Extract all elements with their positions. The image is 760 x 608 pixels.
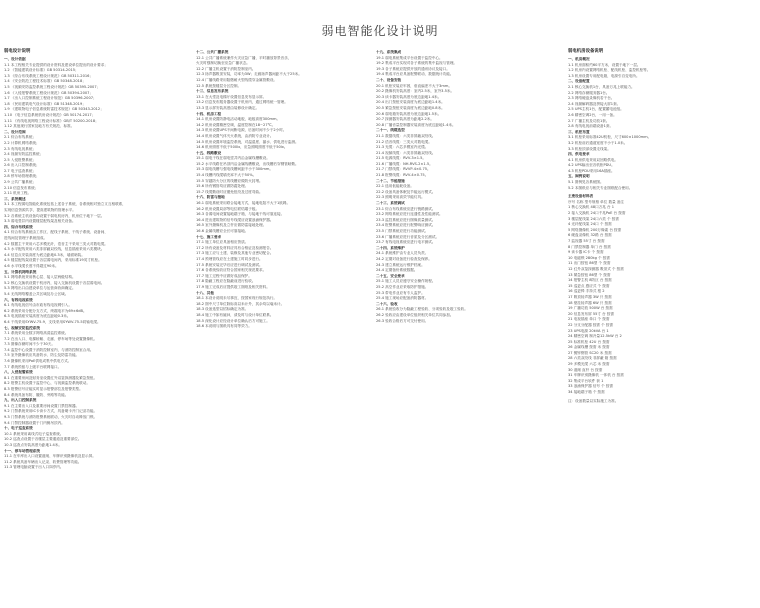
text-line: 1.2 机房内设置网络机柜、配线机柜、监控机柜等。 <box>568 68 651 73</box>
text-line: 1.7 《出入口控制系统工程设计规范》GB 50396-2007； <box>4 96 97 101</box>
text-line: 8.1 在重要房间及财务室设置红外双鉴探测器及紧急按钮。 <box>4 375 98 380</box>
text-line: 2.8 停车场管理系统； <box>4 174 40 179</box>
text-line: 17.1 施工单位应具备相应资质。 <box>196 240 249 245</box>
text-line: 十四、机房工程 <box>196 111 222 116</box>
text-line: 实现信息资源共享，提高建筑物的管理水平。 <box>4 208 76 213</box>
text-line: 2.7 电子巡查系统； <box>4 168 37 173</box>
text-line: 2.11 机房工程。 <box>4 191 32 196</box>
text-line: 四、供电要求 <box>568 152 590 157</box>
text-column-3 <box>376 48 548 598</box>
text-line: 序号 名称 型号规格 单位 数量 备注 <box>568 199 625 204</box>
text-line: 17.7 施工过程中应做好成品保护。 <box>196 273 252 278</box>
text-line: 7 监视器 55寸 台 按需 <box>568 239 605 243</box>
text-line: 5.4 无线网络覆盖公共区域及办公区域。 <box>4 291 69 296</box>
text-line: 4.3 水平配线采用六类非屏蔽双绞线，信息插座采用六类模块。 <box>4 247 105 252</box>
text-line: 21.4 视频线缆：六类非屏蔽双绞线。 <box>376 150 436 155</box>
text-line: 1.11 《有线电视网络工程设计标准》GB/T 50200-2018； <box>4 118 99 123</box>
text-line: 2.4 视频安防监控系统； <box>4 152 44 157</box>
text-line: 3.2 各系统主机设备均设置于弱电机房内，机房位于地下一层。 <box>4 213 105 218</box>
text-line: 6.1 有线电视信号由市政有线电视网引入。 <box>4 303 72 308</box>
text-line: 三、系统概述 <box>4 196 26 201</box>
text-line: 9.3 门禁系统与消防报警系统联动，火灾时自动释放门锁。 <box>4 415 98 419</box>
text-line: 十九、系统集成 <box>376 50 402 54</box>
text-column-1 <box>4 48 186 598</box>
column-heading: 弱电设计说明 <box>4 49 31 54</box>
text-line: 19 广播功放 500W 台 按需 <box>568 306 613 311</box>
text-line: 16.6 金属线槽应全长可靠接地。 <box>196 229 249 233</box>
text-line: 15.5 穿越防火分区的线槽应做防火封堵。 <box>196 178 263 183</box>
text-line: 14 报警主机 8防区 台 按需 <box>568 278 612 283</box>
text-line: 16.5 室外摄像机及立杆应做防雷接地处理。 <box>196 223 267 228</box>
text-line: 31 车牌识别摄像机 一体机 台 按需 <box>568 373 624 378</box>
text-line: 14.4 机房设置气体灭火系统，由消防专业设计。 <box>196 133 274 138</box>
text-line: 6.3 电视插座安装高度为底边距地0.3米。 <box>4 314 71 319</box>
text-line: 14.3 机房设置UPS不间断电源，后备时间不少于2小时。 <box>196 128 287 133</box>
text-line: 17.8 隐蔽工程应在隐蔽前进行验收。 <box>196 279 256 284</box>
text-line: 25.3 带电作业应有专人监护。 <box>376 290 425 295</box>
text-line: 五、计算机网络系统 <box>4 269 37 274</box>
text-line: 7.2 在出入口、电梯轿厢、走廊、停车场等处设置摄像机。 <box>4 336 98 341</box>
text-line: 8.3 报警信号应能实时显示报警部位及报警类型。 <box>4 387 83 392</box>
text-line: 2.7 广播主机及功放1套。 <box>568 118 610 123</box>
text-line: 17.4 预埋管线应在土建施工时同步进行。 <box>196 256 263 261</box>
column-heading: 弱电机房设备说明 <box>568 49 604 54</box>
text-line: 11.3 管理电脑设置于出入口岗亭内。 <box>4 465 64 470</box>
text-line: 10.2 巡查点设置于各楼层主要通道及重要部位。 <box>4 437 82 442</box>
text-line: 二十三、系统调试 <box>376 201 405 206</box>
text-line: 2.2 计算机网络系统； <box>4 140 40 145</box>
text-line: 25 标准机柜 42U 台 按需 <box>568 339 610 344</box>
text-line: 9.1 在主要出入口及重要房间设置门禁控制器。 <box>4 403 80 408</box>
text-line: 2.10 信息发布系统； <box>4 185 39 190</box>
text-line: 15.3 弱电线槽与强电线槽间距不小于300mm。 <box>196 167 273 172</box>
text-line: 4.6 水平线缆长度不得超过90米。 <box>4 263 59 268</box>
text-line: 1.3 《综合布线系统工程设计规范》GB 50311-2016； <box>4 73 94 78</box>
text-line: 1.6 《入侵报警系统工程设计规范》GB 50394-2007； <box>4 90 94 95</box>
text-line: 4.1 综合布线系统由工作区、配线子系统、干线子系统、设备间、 <box>4 230 108 235</box>
text-line: 二十二、节能措施 <box>376 178 405 183</box>
text-line: 19.3 各子系统应提供开放的通讯协议及接口。 <box>376 66 450 71</box>
text-line: 11.2 系统具备车辆出入记录、收费管理等功能。 <box>4 459 82 464</box>
document-title: 弱电智能化设计说明 <box>321 24 439 38</box>
text-line: 5 网络摄像机 200万像素 台 按需 <box>568 227 622 232</box>
text-line: 21.6 广播线缆：NH-RVS-2×1.5。 <box>376 161 433 166</box>
text-line: 4.2 UPS输出至各机柜PDU。 <box>568 163 615 168</box>
text-line: 18.4 施工中如有疑问，请及时与设计单位联系。 <box>196 312 274 317</box>
text-line: 16 巡更棒 手持式 根 2 <box>568 289 605 294</box>
text-line: 20.1 机柜安装应牢固，垂直偏差不大于3mm。 <box>376 83 452 88</box>
text-line: 1.1 本工程相关专业提供的设计资料及建设单位提出的设计要求； <box>4 62 108 67</box>
text-line: 30 道闸 直杆 台 按需 <box>568 367 603 372</box>
text-line: 24.1 系统维护由专业人员负责。 <box>376 251 429 256</box>
text-line: 十五、线路敷设 <box>196 150 222 155</box>
text-line: 17.2 所有设备及材料应具有合格证及检测报告。 <box>196 245 274 250</box>
text-line: 3 楼层配线架 24口六类 个 按需 <box>568 216 619 221</box>
text-line: 13 紧急按钮 86型 个 按需 <box>568 272 611 277</box>
text-line: 2.1 核心交换机1台，具备万兆上联能力。 <box>568 84 635 89</box>
text-line: 19.2 集成平台实现对各子系统的集中监视与管理。 <box>376 61 458 66</box>
text-line: 3.1 本工程弱电智能化系统包括上述各子系统，各系统相对独立又互相联系， <box>4 202 126 207</box>
text-line: 12.4 广播线路采用阻燃耐火型线缆穿金属管敷设。 <box>196 77 278 82</box>
text-line: 4.1 机房供电采用双回路供电。 <box>568 157 618 162</box>
text-line: 2.5 入侵报警系统； <box>4 157 37 162</box>
text-line: 23.6 广播系统应进行音质及分区测试。 <box>376 234 440 239</box>
text-line: 1.4 《安全防范工程技术标准》GB 50348-2018； <box>4 79 86 84</box>
text-line: 1.1 机房面积约60平方米，设置于地下一层。 <box>568 62 641 67</box>
text-line: 1.8 《民用建筑电气设计标准》GB 51348-2019； <box>4 101 86 106</box>
text-line: 21.3 光缆：六芯多模室内光缆。 <box>376 145 429 150</box>
text-line: 18 壁挂扬声器 6W 只 按需 <box>568 300 612 305</box>
text-line: 17.6 各系统验收应符合国家相关规范要求。 <box>196 268 267 273</box>
text-line: 26.1 系统验收分为隐蔽工程验收、分项验收及竣工验收。 <box>376 307 468 312</box>
text-line: 二十五、安全要求 <box>376 273 405 278</box>
text-line: 9.4 门禁控制器设置于门内侧吊顶内。 <box>4 420 65 425</box>
text-line: 2 接入交换机 24口千兆PoE 台 按需 <box>568 211 626 216</box>
text-line: 4.5 楼层配线架设置于各层弱电间内，采用标准19英寸机柜。 <box>4 258 102 263</box>
text-line: 二十四、系统维护 <box>376 245 405 250</box>
text-line: 十八、其他 <box>196 290 214 295</box>
text-line: 20.7 探测器安装高度为距地2.2米。 <box>376 117 434 122</box>
text-line: 15.4 线槽内线缆填充率不大于50%。 <box>196 173 257 178</box>
text-line: 14.5 机房设置环境监控系统，对温湿度、漏水、供电进行监测。 <box>196 139 299 144</box>
text-line: 13.3 显示屏安装高度由装修设计确定。 <box>196 105 260 110</box>
text-line: 二十、设备安装 <box>376 77 402 82</box>
text-line: 23.4 报警系统应进行报警响应测试。 <box>376 223 436 228</box>
text-line: 4.4 信息点安装高度为底边距地0.3米，墙面暗装。 <box>4 252 85 257</box>
text-line: 20.2 摄像机安装高度：室内2.5米，室外3.5米。 <box>376 89 455 94</box>
text-line: 19.4 集成平台应具备报警联动、数据统计功能。 <box>376 72 454 77</box>
text-line: 9 读卡器 IC卡 个 按需 <box>568 250 604 255</box>
text-line: 28 六类双绞线 非屏蔽 箱 按需 <box>568 356 617 361</box>
text-line: 16.3 各弱电间设置接地端子箱，与接地干线可靠连接。 <box>196 212 285 217</box>
text-line: 三、机柜布置 <box>568 129 590 134</box>
text-line: 34 接地端子箱 个 按需 <box>568 390 605 395</box>
text-line: 1 核心交换机 48口万兆 台 1 <box>568 205 615 210</box>
text-line: 18.1 本设计说明未尽事宜，按国家现行规范执行。 <box>196 296 278 301</box>
text-line: 18.5 深化设计应经设计单位确认后方可施工。 <box>196 318 270 323</box>
text-line: 22.3 照明采用高效节能灯具。 <box>376 195 425 200</box>
text-line: 21.8 报警线缆：RVV-4×0.75。 <box>376 173 429 178</box>
text-line: 5.1 图例见各系统图。 <box>568 180 604 185</box>
text-line: 12.2 广播主机设置于消防控制室内。 <box>196 66 256 71</box>
text-line: 23.1 综合布线系统应进行链路测试。 <box>376 206 436 211</box>
text-line: 火灾时强制切换至应急广播状态。 <box>196 61 250 66</box>
text-line: 1.10 《电子信息系统机房设计规范》GB 50174-2017； <box>4 112 96 117</box>
text-line: 16.2 机房设置局部等电位联结端子板。 <box>196 206 260 211</box>
text-line: 9.2 门禁系统采用IC卡读卡方式，具备刷卡开门记录功能。 <box>4 409 98 414</box>
text-column-2 <box>196 48 370 598</box>
text-line: 17 吸顶扬声器 3W 只 按需 <box>568 294 612 299</box>
text-line: 23.5 门禁系统应进行功能测试。 <box>376 229 429 233</box>
text-line: 1.3 机房设置专用配电箱，电源引自变电所。 <box>568 73 640 78</box>
text-line: 24.2 定期对设备进行检查及保养。 <box>376 256 432 261</box>
text-line: 注：设备数量以实际施工为准。 <box>568 398 619 403</box>
text-line: 12.5 系统按楼层分区控制。 <box>196 83 242 88</box>
text-line: 22.1 选用低能耗设备。 <box>376 184 414 189</box>
text-line: 23.3 监控系统应进行图像质量测试。 <box>376 217 436 222</box>
text-line: 26.3 验收合格后方可交付使用。 <box>376 318 429 323</box>
text-line: 15.2 水平线路在吊顶内沿金属线槽敷设，出线槽后穿钢管暗敷。 <box>196 161 299 166</box>
text-line: 20.4 出门按钮安装高度为底边距地1.4米。 <box>376 100 445 105</box>
text-line: 十七、施工要求 <box>196 234 222 239</box>
text-line: 十三、信息发布系统 <box>196 89 229 94</box>
text-line: 4.2 数据主干采用六芯多模光纤，语音主干采用三类大对数电缆。 <box>4 241 108 246</box>
text-line: 23 UPS电源 20kVA 台 1 <box>568 328 609 333</box>
text-line: 九、出入口控制系统 <box>4 398 37 403</box>
text-line: 26.2 验收应由建设单位组织相关单位共同参加。 <box>376 312 454 317</box>
text-line: 5.1 网络系统采用核心层、接入层两级结构。 <box>4 275 76 280</box>
text-line: 2.6 精密空调2台，一用一备。 <box>568 112 617 117</box>
text-line: 十一、停车场管理系统 <box>4 448 40 453</box>
text-line: 14.6 机房照度不低于500lx，应急照明照度不低于50lx。 <box>196 145 288 150</box>
text-line: 主要设备材料表 <box>568 194 594 199</box>
text-line: 27 镀锌钢管 SC20 米 按需 <box>568 350 612 355</box>
text-line: 二十六、验收 <box>376 301 398 306</box>
text-line: 15.7 线缆敷设时应避免扭绞及过度弯曲。 <box>196 189 263 194</box>
text-line: 6.4 干线采用SYWV-75-9，支线采用SYWV-75-5同轴电缆。 <box>4 319 101 324</box>
text-line: 25.4 施工现场应配备消防器材。 <box>376 296 429 301</box>
text-line: 15.1 弱电干线在弱电竖井内沿金属线槽敷设。 <box>196 156 270 161</box>
text-line: 8.4 系统具备布防、撤防、旁路等功能。 <box>4 392 69 397</box>
text-line: 19.1 弱电系统集成平台设置于监控中心。 <box>376 55 443 60</box>
text-line: 17.3 施工应与土建、装修及其他专业密切配合。 <box>196 251 274 256</box>
text-line: 8 门禁控制器 单门 台 按需 <box>568 244 611 249</box>
text-line: 16.1 弱电系统采用联合接地方式，接地电阻不大于1欧姆。 <box>196 201 291 206</box>
text-line: 17.5 系统安装完毕后应进行调试及测试。 <box>196 262 263 267</box>
text-line: 2.3 网络硬盘录像机若干台。 <box>568 96 615 101</box>
text-line: 25.2 高空作业应采取防护措施。 <box>376 284 429 289</box>
text-line: 2.3 有线电视系统； <box>4 146 37 151</box>
text-line: 1.2 《智能建筑设计标准》GB 50314-2015； <box>4 68 79 73</box>
text-line: 一、机房概况 <box>568 57 590 61</box>
text-line: 24.4 定期备份系统数据。 <box>376 268 418 273</box>
text-line: 十二、公共广播系统 <box>196 50 229 54</box>
text-line: 17.9 施工完成后应提供竣工图纸及相关资料。 <box>196 284 270 289</box>
text-line: 七、视频安防监控系统 <box>4 325 40 330</box>
text-line: 24 精密空调 制冷量12.5kW 台 2 <box>568 334 622 339</box>
text-line: 5.2 本图纸应与相关专业图纸配合使用。 <box>568 185 633 190</box>
text-line: 7.6 摄像机采用PoE供电或集中供电方式。 <box>4 359 72 364</box>
text-line: 1.12 其他现行国家及地方有关规范、标准。 <box>4 124 75 129</box>
text-line: 18.3 设备选型以招标确定为准。 <box>196 307 249 312</box>
text-line: 21.7 门禁线缆：RVVP-4×0.75。 <box>376 167 431 172</box>
text-line: 进线间及管理子系统组成。 <box>4 236 48 240</box>
text-line: 六、有线电视系统 <box>4 297 33 302</box>
text-line: 十、电子巡查系统 <box>4 426 33 431</box>
text-line: 13.1 在大堂及电梯厅设置信息发布显示屏。 <box>196 94 267 99</box>
text-line: 21.5 电源线缆：RVV-3×1.5。 <box>376 156 427 161</box>
text-line: 八、入侵报警系统 <box>4 370 33 375</box>
text-line: 2.5 UPS主机1台，配置蓄电池组。 <box>568 107 624 112</box>
text-line: 10.3 巡查点安装高度为距地1.4米。 <box>4 442 62 447</box>
text-line: 15 巡更点 感应式 个 按需 <box>568 283 610 288</box>
text-line: 3.3 弱电竖井内设置楼层配线架及相关设备。 <box>4 219 76 224</box>
text-line: 13.2 信息发布服务器设置于机房内，通过网络统一管理。 <box>196 100 288 105</box>
text-line: 26 金属线槽 按需 米 按需 <box>568 345 610 350</box>
text-line: 12.1 公共广播系统兼作火灾应急广播，平时播放背景音乐， <box>196 55 292 60</box>
text-line: 12 红外双鉴探测器 吸顶式 个 按需 <box>568 266 624 271</box>
text-line: 18.2 图中尺寸单位除标高以米计外，其余均以毫米计。 <box>196 301 285 306</box>
text-line: 2.2 网络存储服务器1台。 <box>568 90 610 95</box>
text-line: 3.1 机柜采用标准42U机柜，尺寸600×1000mm。 <box>568 135 652 140</box>
text-line: 4.3 机柜PDU采用16A插座。 <box>568 168 615 173</box>
text-line: 20.6 弱电箱安装高度为底边距地1.5米。 <box>376 111 442 116</box>
text-line: 21.1 数据线缆：六类非屏蔽双绞线。 <box>376 133 436 138</box>
text-line: 一、设计依据 <box>4 57 26 61</box>
text-line: 22.2 设备具备休眠及节能运行模式。 <box>376 189 436 194</box>
text-line: 四、综合布线系统 <box>4 224 33 229</box>
text-line: 20.8 广播音量控制器安装高度为底边距地1.4米。 <box>376 122 456 127</box>
text-line: 2.4 视频解码器及拼接大屏1套。 <box>568 101 621 106</box>
text-line: 20.3 读卡器安装高度为底边距地1.4米。 <box>376 94 442 99</box>
text-line: 2.8 有线电视前端设备1套。 <box>568 124 614 129</box>
text-line: 3.2 机柜前后通道宽度不小于1.0米。 <box>568 140 628 145</box>
text-line: 29 多模光缆 六芯 米 按需 <box>568 362 610 367</box>
text-line: 7.5 室外摄像机应具备防水、防尘及防雷功能。 <box>4 353 80 358</box>
text-line: 二、设备配置 <box>568 79 590 84</box>
text-line: 7.4 监控中心设置于消防控制室内，与消防控制室合用。 <box>4 347 94 352</box>
text-line: 25.1 施工人员应遵守安全操作规程。 <box>376 279 436 284</box>
text-line: 2.9 公共广播系统； <box>4 180 37 185</box>
text-line: 3.3 机柜顶部设置走线架。 <box>568 146 611 151</box>
text-line: 11.1 在车库出入口设置道闸、车牌识别摄像机及显示屏。 <box>4 454 96 459</box>
text-line: 4 光纤配线架 24口 个 按需 <box>568 222 612 227</box>
text-line: 7.1 系统采用全数字网络高清监控系统。 <box>4 331 69 336</box>
text-line: 2.1 综合布线系统； <box>4 135 37 140</box>
text-line: 23.2 网络系统应进行连通性及性能测试。 <box>376 212 443 217</box>
text-line: 五、图例说明 <box>568 174 590 179</box>
text-line: 12.3 扬声器吸顶安装，功率为3W；走廊扬声器间距不大于25米。 <box>196 72 302 77</box>
text-line: 10.1 系统采用离线式电子巡查系统。 <box>4 431 64 436</box>
text-line: 10 电磁锁 280kg 个 按需 <box>568 255 610 260</box>
text-line: 20.5 紧急按钮安装高度为底边距地0.8米。 <box>376 105 445 110</box>
text-line: 33 浪涌保护器 信号 个 按需 <box>568 384 614 389</box>
text-line: 21 电视插座 单口 个 按需 <box>568 317 610 322</box>
text-line: 21.2 语音线缆：三类大对数电缆。 <box>376 139 432 144</box>
text-line: 22 分支分配器 按需 个 按需 <box>568 322 614 327</box>
text-line: 14.2 机房设置精密空调，温度控制在18~27℃。 <box>196 122 276 127</box>
text-line: 1.9 《建筑物电子信息系统防雷技术规范》GB 50343-2012； <box>4 107 104 112</box>
text-column-4 <box>568 48 748 598</box>
text-line: 11 出门按钮 86型 个 按需 <box>568 261 611 266</box>
text-line: 1.5 《视频安防监控系统工程设计规范》GB 50395-2007； <box>4 84 101 89</box>
text-line: 5.2 核心交换机设置于机房内，接入交换机设置于各层弱电间。 <box>4 280 105 285</box>
text-line: 7.3 图像存储时间不少于30天。 <box>4 342 55 347</box>
text-line: 32 集成平台软件 套 1 <box>568 378 604 383</box>
text-line: 20 信息发布屏 55寸 台 按需 <box>568 311 615 316</box>
text-line: 24.3 建立系统运行维护档案。 <box>376 262 425 267</box>
text-line: 6.2 系统采用分配分支方式，终端电平为69±6dB。 <box>4 308 87 313</box>
text-line: 十六、防雷与接地 <box>196 195 225 200</box>
text-line: 8.2 报警主机设置于监控中心，与视频监控系统联动。 <box>4 381 90 386</box>
text-line: 18.6 本说明与图纸具有同等效力。 <box>196 324 252 329</box>
text-line: 二、设计范围 <box>4 129 26 134</box>
text-line: 15.6 所有钢管均应做防腐处理。 <box>196 184 249 189</box>
text-line: 14.1 机房设置防静电活动地板，地板高度300mm。 <box>196 117 281 122</box>
text-line: 二十一、线缆选型 <box>376 128 405 133</box>
text-line: 16.4 进出建筑物的信号线缆应设置浪涌保护器。 <box>196 217 274 222</box>
text-line: 2.6 出入口控制系统； <box>4 163 40 168</box>
text-line: 6 硬盘录像机 32路 台 按需 <box>568 233 612 238</box>
text-line: 5.3 网络出口由建设单位与运营商协商确定。 <box>4 286 76 291</box>
text-line: 7.7 系统预留与上级平台联网接口。 <box>4 364 62 369</box>
text-line: 23.7 有线电视系统应进行电平测试。 <box>376 240 436 245</box>
